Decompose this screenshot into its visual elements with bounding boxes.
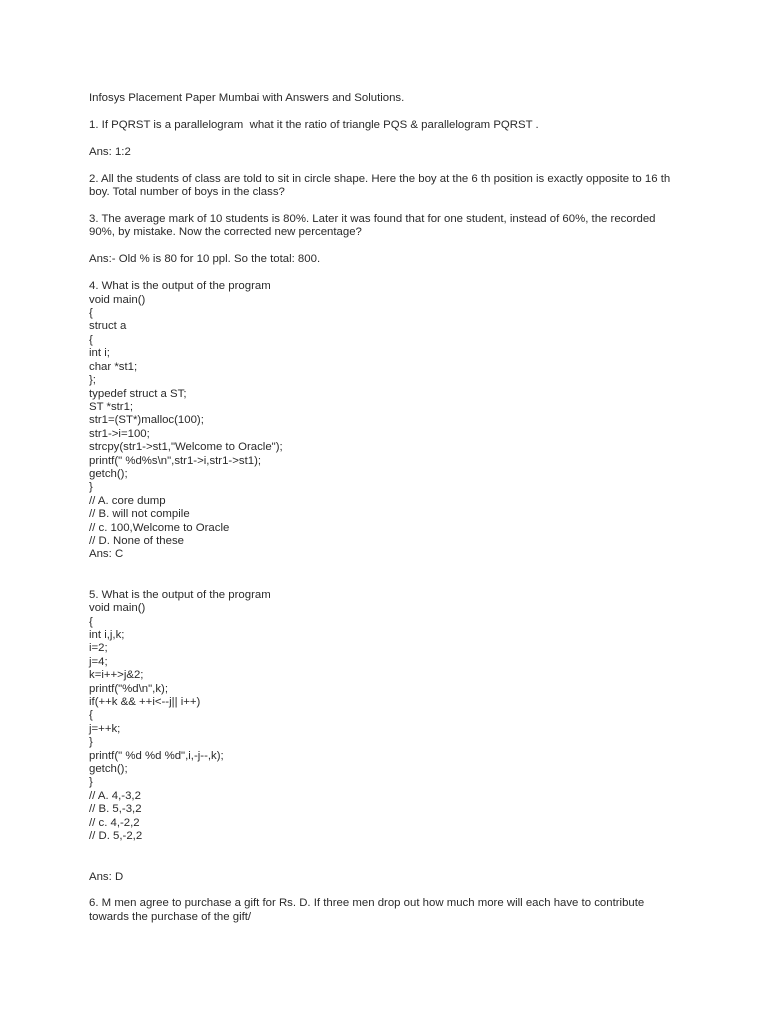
document-title (89, 92, 708, 105)
text-line: } (89, 481, 93, 494)
text-line: // B. will not compile (89, 508, 190, 521)
text-line: int i,j,k; (89, 629, 125, 641)
paragraph (89, 253, 708, 266)
text-line: Ans: 1:2 (89, 145, 131, 158)
text-line: Ans: C (89, 548, 124, 561)
text-line: ST *str1; (89, 400, 134, 413)
paragraph (89, 213, 708, 240)
text-line: struct a (89, 320, 127, 333)
text-line: }; (89, 374, 96, 387)
text-line: // D. 5,-2,2 (89, 830, 143, 843)
text-line: // D. None of these (89, 534, 184, 547)
text-line: 1. If PQRST is a parallelogram what it the ratio of triangle PQS & parallelogram PQRST . (89, 118, 539, 131)
text-line: 90%, by mistake. Now the corrected new percentage? (89, 226, 362, 239)
document-body (89, 119, 708, 924)
text-line: j=4; (89, 655, 108, 668)
text-line: boy. Total number of boys in the class? (89, 186, 285, 199)
text-line: // c. 4,-2,2 (89, 816, 140, 829)
text-line: 2. All the students of class are told to sit in circle shape. Here the boy at the 6 th position is exactly opposite to 16 th (89, 172, 671, 185)
paragraph (89, 119, 708, 132)
text-line: Ans:- Old % is 80 for 10 ppl. So the total: 800. (89, 253, 321, 266)
text-line: printf(" %d %d %d",i,-j--,k); (89, 749, 224, 762)
text-line: { (89, 709, 93, 722)
text-line: if(++k && ++i<--j|| i++) (89, 696, 201, 709)
text-line: char *st1; (89, 360, 138, 373)
text-line: void main() (89, 293, 146, 306)
title-text: Infosys Placement Paper Mumbai with Answers and Solutions. (89, 92, 405, 104)
text-line: getch(); (89, 467, 128, 480)
text-line: strcpy(str1->st1,"Welcome to Oracle"); (89, 441, 283, 454)
text-line: // A. core dump (89, 494, 166, 507)
text-line: // B. 5,-3,2 (89, 803, 142, 816)
text-line: 6. M men agree to purchase a gift for Rs. D. If three men drop out how much more will each have to contribute (89, 897, 645, 910)
text-line: } (89, 736, 93, 749)
text-line: printf("%d\n",k); (89, 682, 168, 695)
paragraph (89, 871, 708, 884)
text-line: k=i++>j&2; (89, 669, 144, 682)
text-line: Ans: D (89, 870, 124, 883)
paragraph (89, 589, 708, 844)
text-line: j=++k; (89, 722, 121, 735)
paragraph (89, 146, 708, 159)
text-line: i=2; (89, 642, 108, 655)
text-line: { (89, 333, 93, 346)
text-line: // A. 4,-3,2 (89, 789, 141, 802)
text-line: towards the purchase of the gift/ (89, 910, 252, 923)
text-line: // c. 100,Welcome to Oracle (89, 521, 230, 534)
text-line: 5. What is the output of the program (89, 588, 271, 601)
text-line: printf(" %d%s\n",str1->i,str1->st1); (89, 454, 262, 467)
text-line: { (89, 307, 93, 320)
text-line: str1=(ST*)malloc(100); (89, 414, 204, 427)
text-line: { (89, 615, 93, 628)
paragraph (89, 897, 708, 924)
text-line: 4. What is the output of the program (89, 280, 271, 293)
text-line: } (89, 776, 93, 789)
text-line: str1->i=100; (89, 427, 150, 440)
paragraph (89, 280, 708, 562)
text-line: void main() (89, 602, 146, 615)
text-line: getch(); (89, 763, 128, 776)
paragraph (89, 173, 708, 200)
text-line: 3. The average mark of 10 students is 80%. Later it was found that for one student, instead of 60%, the recorded (89, 213, 656, 226)
text-line: typedef struct a ST; (89, 387, 187, 400)
text-line: int i; (89, 347, 110, 360)
